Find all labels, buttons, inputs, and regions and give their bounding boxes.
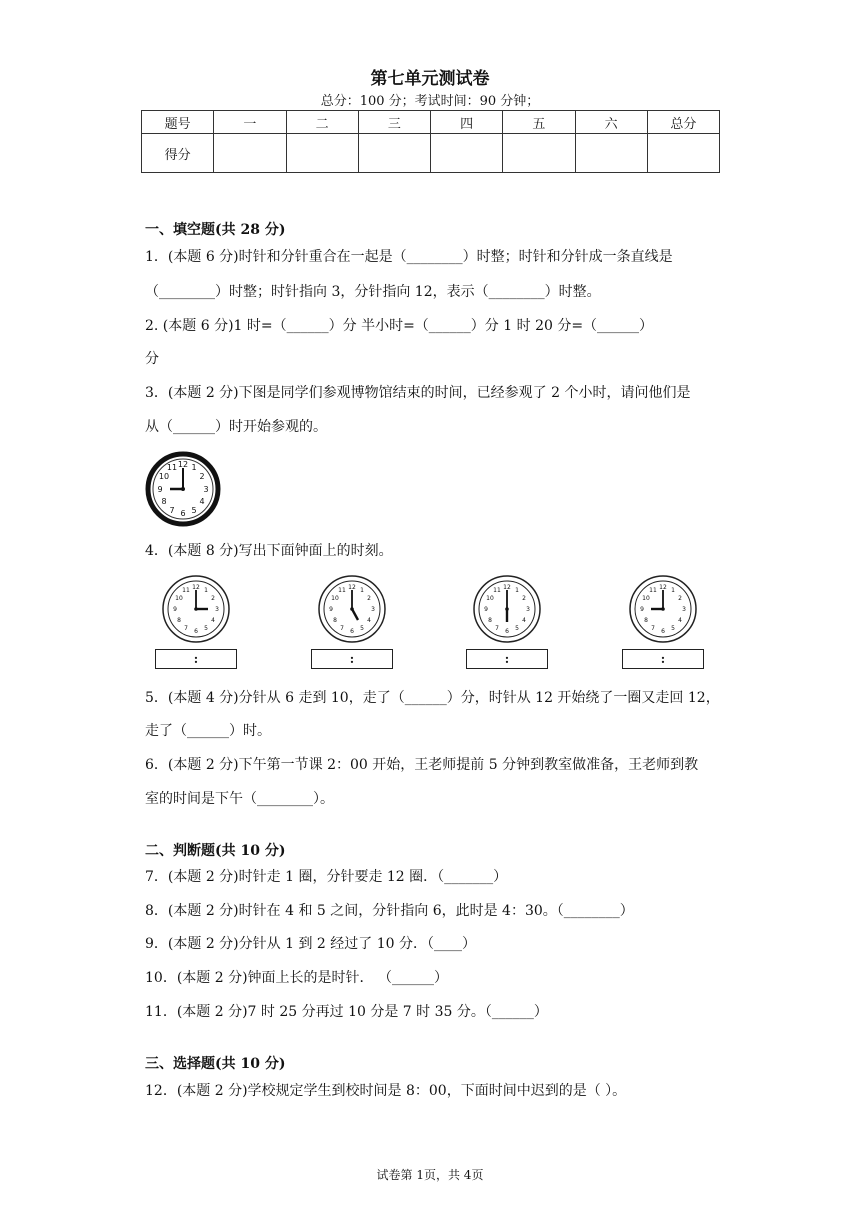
time-answer-box[interactable]: :	[466, 649, 548, 669]
svg-text:6: 6	[180, 509, 186, 518]
svg-text:3: 3	[526, 606, 530, 613]
score-cell[interactable]	[503, 134, 575, 173]
svg-text:9: 9	[329, 606, 333, 613]
svg-text:5: 5	[360, 625, 364, 632]
museum-clock-image	[145, 451, 223, 527]
svg-text:9: 9	[640, 606, 644, 613]
svg-text:9: 9	[157, 485, 163, 494]
question-text: 7．(本题 2 分)时针走 1 圈，分针要走 12 圈．（_______）	[145, 869, 508, 885]
question-text: 6．(本题 2 分)下午第一节课 2：00 开始，王老师提前 5 分钟到教室做准备，王老师到教	[145, 757, 699, 773]
section-heading: 三、选择题(共 10 分)	[145, 1056, 286, 1072]
clock-face-4	[627, 574, 699, 644]
svg-text:6: 6	[350, 628, 354, 635]
svg-text:12: 12	[348, 584, 356, 591]
svg-text:3: 3	[215, 606, 219, 613]
svg-text:11: 11	[166, 463, 178, 472]
question-text: 10．(本题 2 分)钟面上长的是时针． （______）	[145, 970, 448, 986]
score-cell[interactable]	[358, 134, 430, 173]
question-text: 分	[145, 351, 159, 367]
svg-text:7: 7	[169, 506, 175, 515]
question-text: 室的时间是下午（________）。	[145, 791, 334, 807]
svg-text:8: 8	[488, 617, 492, 624]
svg-text:11: 11	[649, 587, 657, 594]
svg-text:4: 4	[211, 617, 215, 624]
svg-text:10: 10	[642, 595, 650, 602]
svg-text:4: 4	[678, 617, 682, 624]
svg-text:7: 7	[651, 625, 655, 632]
svg-text:8: 8	[333, 617, 337, 624]
question-text: 4．(本题 8 分)写出下面钟面上的时刻。	[145, 543, 393, 559]
score-header-cell: 二	[286, 111, 358, 134]
score-header-cell: 一	[214, 111, 286, 134]
svg-text:7: 7	[495, 625, 499, 632]
clock-face-3	[471, 574, 543, 644]
svg-text:6: 6	[661, 628, 665, 635]
svg-text:7: 7	[184, 625, 188, 632]
question-text: 9．(本题 2 分)分针从 1 到 2 经过了 10 分．（____）	[145, 936, 476, 952]
svg-text:10: 10	[158, 472, 170, 481]
score-row-label: 得分	[142, 134, 214, 173]
score-cell[interactable]	[286, 134, 358, 173]
time-answer-box[interactable]: :	[155, 649, 237, 669]
question-text: （________）时整；时针指向 3，分针指向 12，表示（________）时整。	[145, 284, 601, 300]
svg-text:6: 6	[505, 628, 509, 635]
section-heading: 一、填空题(共 28 分)	[145, 222, 286, 238]
score-cell[interactable]	[575, 134, 647, 173]
score-cell[interactable]	[431, 134, 503, 173]
svg-text:5: 5	[191, 506, 197, 515]
score-header-cell: 六	[575, 111, 647, 134]
svg-text:1: 1	[204, 587, 208, 594]
svg-text:11: 11	[338, 587, 346, 594]
svg-text:2: 2	[522, 595, 526, 602]
svg-text:1: 1	[360, 587, 364, 594]
time-answer-box[interactable]: :	[311, 649, 393, 669]
question-text: 5．(本题 4 分)分针从 6 走到 10，走了（______）分，时针从 12 开始绕了一圈又走回 12，	[145, 690, 720, 706]
svg-text:5: 5	[515, 625, 519, 632]
question-text: 12．(本题 2 分)学校规定学生到校时间是 8：00，下面时间中迟到的是（ ）。	[145, 1083, 627, 1099]
svg-text:4: 4	[367, 617, 371, 624]
svg-text:12: 12	[503, 584, 511, 591]
svg-text:9: 9	[173, 606, 177, 613]
svg-text:3: 3	[203, 485, 209, 494]
svg-text:10: 10	[331, 595, 339, 602]
svg-text:4: 4	[199, 497, 205, 506]
svg-text:11: 11	[182, 587, 190, 594]
question-text: 11．(本题 2 分)7 时 25 分再过 10 分是 7 时 35 分。（______）	[145, 1004, 548, 1020]
svg-text:8: 8	[644, 617, 648, 624]
svg-text:1: 1	[191, 463, 197, 472]
svg-text:7: 7	[340, 625, 344, 632]
svg-text:12: 12	[177, 460, 189, 469]
score-header-cell: 题号	[142, 111, 214, 134]
page-footer: 试卷第 1页，共 4页	[376, 1168, 484, 1182]
score-cell[interactable]	[647, 134, 719, 173]
svg-text:1: 1	[671, 587, 675, 594]
clock-face-2	[316, 574, 388, 644]
svg-text:8: 8	[161, 497, 167, 506]
score-header-cell: 总分	[647, 111, 719, 134]
score-cell[interactable]	[214, 134, 286, 173]
svg-text:2: 2	[367, 595, 371, 602]
question-text: 3．(本题 2 分)下图是同学们参观博物馆结束的时间，已经参观了 2 个小时，请问他们是	[145, 385, 691, 401]
svg-text:2: 2	[678, 595, 682, 602]
svg-text:5: 5	[671, 625, 675, 632]
svg-text:2: 2	[199, 472, 205, 481]
svg-text:12: 12	[192, 584, 200, 591]
exam-info: 总分：100 分；考试时间：90 分钟；	[320, 94, 540, 109]
svg-text:3: 3	[682, 606, 686, 613]
svg-text:4: 4	[522, 617, 526, 624]
svg-text:1: 1	[515, 587, 519, 594]
svg-text:12: 12	[659, 584, 667, 591]
svg-text:2: 2	[211, 595, 215, 602]
question-text: 走了（______）时。	[145, 723, 271, 739]
question-text: 8．(本题 2 分)时针在 4 和 5 之间，分针指向 6，此时是 4：30。（________）	[145, 903, 634, 919]
clock-face-1	[160, 574, 232, 644]
svg-text:9: 9	[484, 606, 488, 613]
svg-text:5: 5	[204, 625, 208, 632]
section-heading: 二、判断题(共 10 分)	[145, 843, 286, 859]
page-title: 第七单元测试卷	[370, 69, 490, 89]
question-text: 1．(本题 6 分)时针和分针重合在一起是（________）时整；时针和分针成一条直线是	[145, 249, 673, 265]
time-answer-box[interactable]: :	[622, 649, 704, 669]
svg-text:10: 10	[175, 595, 183, 602]
question-text: 2. (本题 6 分)1 时=（______）分 半小时=（______）分 1 时 20 分=（______）	[145, 318, 654, 334]
svg-text:10: 10	[486, 595, 494, 602]
svg-text:8: 8	[177, 617, 181, 624]
svg-text:11: 11	[493, 587, 501, 594]
score-table	[141, 110, 720, 173]
score-header-cell: 五	[503, 111, 575, 134]
svg-text:6: 6	[194, 628, 198, 635]
svg-text:3: 3	[371, 606, 375, 613]
score-header-cell: 四	[431, 111, 503, 134]
question-text: 从（______）时开始参观的。	[145, 419, 327, 435]
score-header-cell: 三	[358, 111, 430, 134]
